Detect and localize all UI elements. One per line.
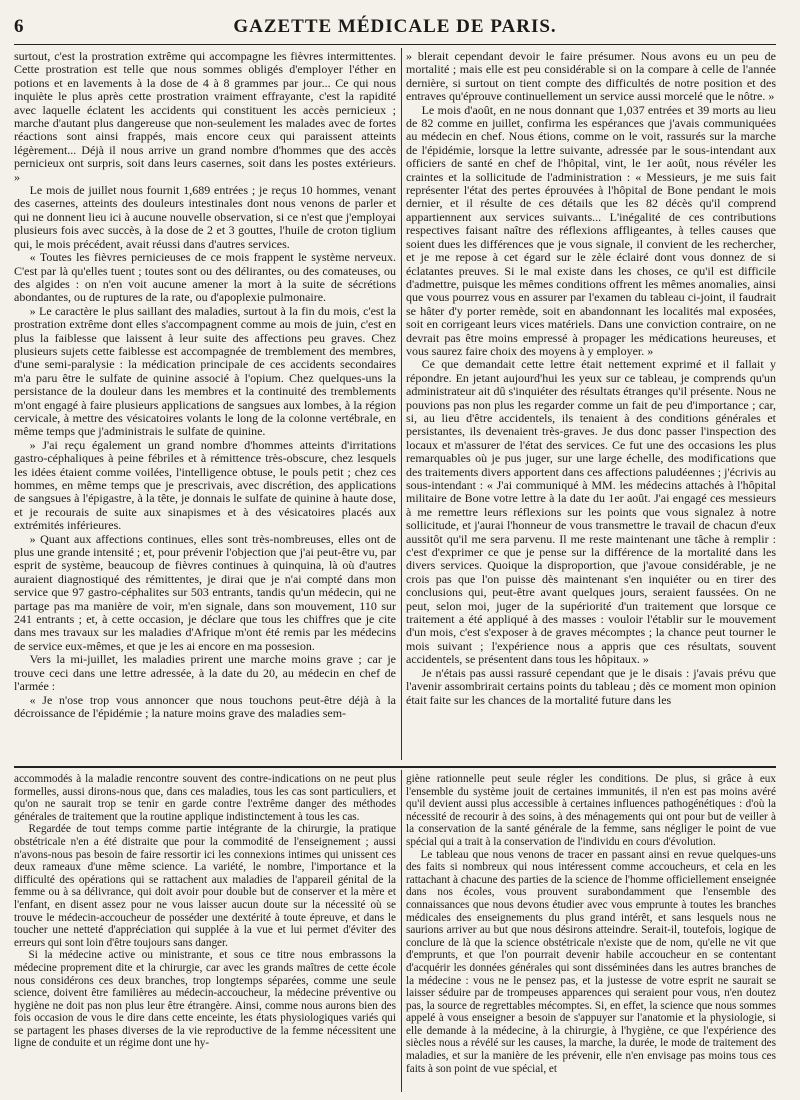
- paragraph: Vers la mi-juillet, les maladies prirent une marche moins grave ; car je trouve ceci dans une lettre adressée, à la date du 20, au médecin en chef de l'armée :: [14, 652, 396, 694]
- newspaper-title: GAZETTE MÉDICALE DE PARIS.: [233, 16, 557, 37]
- section-divider: [14, 766, 776, 768]
- column-divider: [401, 48, 402, 760]
- paragraph: Ce que demandait cette lettre était nettement exprimé et il fallait y répondre. En jetant aujourd'hui les yeux sur ce tableau, je comprends qu'un administrateur ait dû s'inquiéter des résultats étranges qu'il présente. Nous ne pouvions pas non plus les regarder comme un fait de peu d'importance ; car, si, au lieu d'être accidentels, ils tenaient à des conditions générales et persistantes, ils devenaient très-graves. Je dus donc passer l'inspection des locaux et m'assurer de l'état des services. Ce fut une des occasions les plus remarquables où je pus juger, sur une large échelle, des modifications que des traitements divers apportent dans ces affections paludéennes ; j'écrivis au sous-intendant : « J'ai communiqué à MM. les médecins attachés à l'hôpital militaire de Bone votre lettre à la date du 1er août. J'ai engagé ces messieurs à me remettre leurs réflexions sur les points que vous signalez à notre sollicitude, et j'aurai l'honneur de vous transmettre le travail de chacun d'eux aussitôt qu'il me sera parvenu. Il me reste maintenant une tâche à remplir : c'est d'exprimer ce que je pense sur la différence de la mortalité dans les divers services. Quoique la disproportion, que j'avoue considérable, je ne crois pas que l'on puisse dès maintenant s'en inquiéter ou en tirer des conclusions qui, peut-être avant quelques jours, seraient faussées. On ne peut, selon moi, juger de la supériorité d'un traitement que lorsque ce traitement a été appliqué à des masses : vouloir l'établir sur le mouvement d'un mois, c'est s'exposer à de graves mécomptes ; la chance peut tourner le mois suivant ; l'expérience nous a appris que ces résultats, souvent accidentels, se présentent dans tous les hôpitaux. »: [406, 357, 776, 667]
- lower-left-column: [14, 773, 396, 1050]
- lower-right-column: [406, 773, 776, 1075]
- paragraph: Je n'étais pas aussi rassuré cependant que je le disais : j'avais prévu que l'avenir assombrirait certains points du tableau ; dès ce moment mon opinion était faite sur les chances de la mortalité future dans les: [406, 665, 776, 707]
- paragraph: « Je n'ose trop vous annoncer que nous touchons peut-être déjà à la décroissance de l'épidémie ; la nature moins grave des maladies sem-: [14, 692, 396, 720]
- paragraph: giène rationnelle peut seule régler les conditions. De plus, si grâce à eux l'ensemble du système jouit de certaines immunités, il n'en est pas moins avéré qu'il devient aussi plus accessible à certaines influences pathogénétiques : d'où la nécessité de recourir à des soins, à des ménagements qui ont pour but de veiller à la conservation de la santé générale de la femme, sans négliger le point de vue spécial qui a trait à la conservation de l'individu en cours d'évolution.: [406, 773, 776, 848]
- paragraph: surtout, c'est la prostration extrême qui accompagne les fièvres intermittentes. Cette prostration est telle que nous sommes obligés d'employer l'éther en potions et en lavements à la dose de 4 à 8 grammes par jour... Ce qui nous inquiète le plus après cette prostration vraiment effrayante, c'est la rapidité avec laquelle éclatent les accidents qui constituent les accès pernicieux ; marche d'autant plus dangereuse que non-seulement les malades avec de fortes réactions sont ainsi frappés, mais encore ceux qui paraissent atteints légèrement... Déjà il nous arrive un grand nombre d'hommes que des accès pernicieux ont surpris, soit dans leurs casernes, soit dans les postes extérieurs. »: [14, 49, 396, 184]
- paragraph: Le mois de juillet nous fournit 1,689 entrées ; je reçus 10 hommes, venant des casernes, atteints des douleurs intestinales dont nous venons de parler et qui ne donnent lieu ici à aucune nouvelle observation, si ce n'est que j'employai plusieurs fois avec succès, à la dose de 2 et 3 gouttes, l'huile de croton tiglium qui, le mois précédent, avait réussi dans d'autres services.: [14, 183, 396, 251]
- upper-left-column: [14, 50, 396, 720]
- column-divider: [401, 770, 402, 1092]
- paragraph: Si la médecine active ou ministrante, et sous ce titre nous embrassons la médecine proprement dite et la chirurgie, car avec les grands maîtres de cette école nous considérons ces deux branches, trop longtemps séparées, comme une seule science, doivent être familières au médecin-accoucheur, la médecine préventive ou hygiène ne doit pas non plus leur être étrangère. Ainsi, comme nous aurons bien des fois occasion de vous le dire dans cette enceinte, les états physiologiques variés qui se partagent les phases diverses de la vie reproductive de la femme nécessitent une ligne de conduite et un régime dont une hy-: [14, 949, 396, 1050]
- paragraph: » J'ai reçu également un grand nombre d'hommes atteints d'irritations gastro-céphaliques à peine fébriles et à rémittence très-obscure, chez lesquels les idées étaient comme voilées, l'intelligence obtuse, le pouls petit ; chez ces hommes, en même temps que je prescrivais, avec discrétion, des applications de sangsues à l'épigastre, à la tête, je donnais le sulfate de quinine à haute dose, et je recourais de suite aux sinapismes et à des vésicatoires placés aux extrémités inférieures.: [14, 437, 396, 533]
- paragraph: Le mois d'août, en ne nous donnant que 1,037 entrées et 39 morts au lieu de 82 comme en juillet, confirma les espérances que j'avais communiquées au médecin en chef. Nous étions, comme on le voit, rassurés sur la marche de l'épidémie, lorsque la lettre suivante, adressée par le sous-intendant aux officiers de santé en chef de l'hôpital, vint, le 1er août, nous révéler les craintes et la sollicitude de l'administration : « Messieurs, je me suis fait représenter l'état des pertes éprouvées à l'hôpital de Bone pendant le mois dernier, et il résulte de ces détails que les 82 décès qu'il comprend appartiennent aux services suivants... L'inégalité de ces contributions respectives faisant naître des réflexions affligeantes, à telles causes que soient dues les différences que je vous signale, il convient de les rechercher, et je me repose à cet égard sur le zèle éclairé dont vous donnez de si éclatantes preuves. Si le mal existe dans les choses, ce qu'il est difficile d'admettre, puisque les mêmes conditions offrent les mêmes anomalies, ainsi que vous pourrez vous en assurer par l'examen du tableau ci-joint, il faudrait se hâter d'y porter remède, soit en abandonnant les localités mal exposées, soit en corrigeant leurs vices matériels. Dans une conviction contraire, on ne devrait pas être moins empressé à propager les médications heureuses, et vous saurez faire choix des moyens à y employer. »: [406, 102, 776, 358]
- paragraph: » Le caractère le plus saillant des maladies, surtout à la fin du mois, c'est la prostration extrême dont elles s'accompagnent comme au mois de juin, c'est en plus la faiblesse que laissent à leur suite des affections peu graves. Chez plusieurs sujets cette faiblesse est accompagnée de tremblement des membres, d'une semi-paralysie : la médication principale de ces accidents secondaires m'a paru être le sulfate de quinine associé à l'opium. Chez quelques-uns la persistance de la douleur dans les membres et la continuité des tremblements m'ont engagé à faire plusieurs applications de sangsues aux lombes, à la région cervicale, à mettre des vésicatoires volants le long de la colonne vertébrale, en même temps que j'administrais le sulfate de quinine.: [14, 303, 396, 439]
- page-header: [14, 16, 776, 40]
- page-number: 6: [14, 16, 24, 37]
- paragraph: Regardée de tout temps comme partie intégrante de la chirurgie, la pratique obstétricale n'en a été distraite que pour la commodité de l'enseignement ; aussi n'avons-nous pas besoin de faire ressortir ici les connexions intimes qui unissent ces deux rameaux d'une même science. La variété, le nombre, l'importance et la difficulté des opérations qui se rattachent aux maladies de l'appareil génital de la femme ou à sa délivrance, qui doit avoir pour double but de conserver et la mère et l'enfant, en disent assez pour ne vous laisser aucun doute sur la nécessité où se trouve le médecin-accoucheur de posséder une dextérité à toute épreuve, et dans le toucher une netteté d'appréciation qui supplée à la vue et lui permet d'éviter des erreurs qui sont loin d'être toujours sans danger.: [14, 823, 396, 949]
- paragraph: « Toutes les fièvres pernicieuses de ce mois frappent le système nerveux. C'est par là qu'elles tuent ; toutes sont ou des délirantes, ou des comateuses, ou des algides : on n'en voit aucune amener la mort à la suite de sécrétions abondantes, ou de ruptures de la rate, ou d'apoplexie pulmonaire.: [14, 250, 396, 305]
- paragraph: accommodés à la maladie rencontre souvent des contre-indications on ne peut plus formelles, aussi dirons-nous que, dans ces maladies, tous les cas sont particuliers, et qu'on ne saurait trop se tenir en garde contre l'extrême danger des méthodes générales de traitement que la routine applique indistinctement à tous les cas.: [14, 773, 396, 823]
- paragraph: Le tableau que nous venons de tracer en passant ainsi en revue quelques-uns des faits si nombreux qui nous intéressent comme accoucheurs, et cela en les rattachant à chacune des parties de la science de l'homme officiellement enseignée dans nos écoles, vous prouvent surabondamment que l'ensemble des connaissances que nous devons étudier avec vous emprunte à toutes les branches médicales des enseignements du plus grand intérêt, et sans lesquels nous ne saurions arriver au but que nous désirons atteindre. Serait-il, toutefois, logique de conclure de là que la science obstétricale n'existe que de nom, qu'elle ne vit que d'emprunts, et que l'on pourrait devenir habile accoucheur en se contentant d'acquérir les données générales qui sont disséminées dans les autres branches de la médecine : vous ne le pensez pas, et la justesse de votre esprit ne saurait se laisser séduire par de trompeuses apparences qui seraient pour vous, n'en doutez pas, la source de regrettables mécomptes. Si, en effet, la science que nous sommes appelé à vous enseigner a besoin de s'appuyer sur l'anatomie et la physiologie, si elle demande à la médecine, à la chirurgie, à l'hygiène, ce que l'expérience des siècles nous a révélé sur les causes, la marche, la durée, le mode de traitement des maladies, et sur la manière de les prévenir, elle n'en envisage pas moins tous ces faits à son point de vue spécial, et: [406, 848, 776, 1075]
- upper-right-column: [406, 50, 776, 707]
- paragraph: » blerait cependant devoir le faire présumer. Nous avons eu un peu de mortalité ; mais elle est peu considérable si on la compare à celle de l'année dernière, si surtout on tient compte des difficultés de notre position et des entraves qu'éprouve continuellement un service aussi morcelé que le nôtre. »: [406, 49, 776, 104]
- paragraph: » Quant aux affections continues, elles sont très-nombreuses, elles ont de plus une grande intensité ; et, pour prévenir l'objection que j'ai peut-être vu, par esprit de système, beaucoup de fièvres continues à quinquina, là où d'autres auraient diagnostiqué des rémittentes, je dirai que je n'ai compté dans mon service que 97 gastro-céphalites sur 503 entrants, tandis qu'un médecin, qui ne partage pas ma manière de voir, m'en signale, dans son mouvement, 110 sur 241 entrants ; et, à cette occasion, je déclare que tous les chiffres que je cite dans mes travaux sur les maladies d'Afrique m'ont été remis par les médecins de service eux-mêmes, et que je les ai encore en ma possesion.: [14, 531, 396, 653]
- header-rule: [14, 44, 776, 45]
